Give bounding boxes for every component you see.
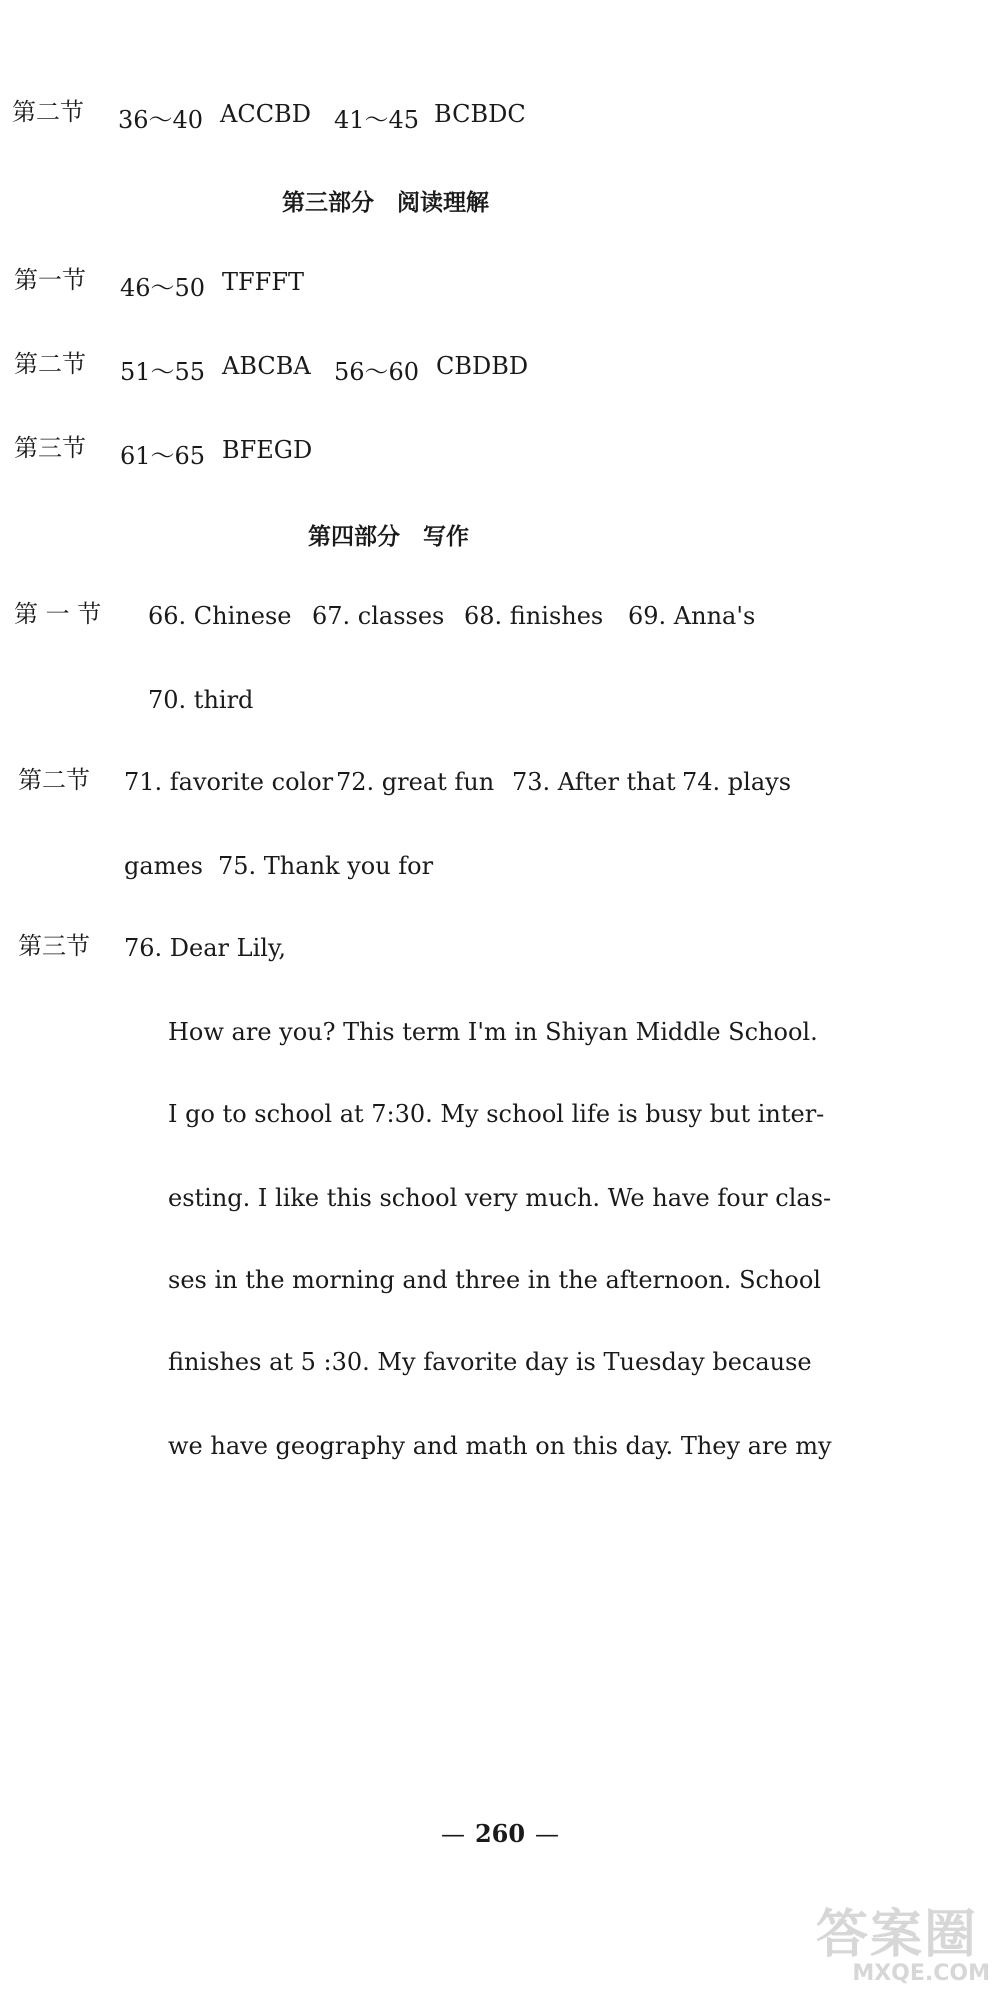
section-heading-reading: 第三部分 阅读理解	[282, 189, 489, 216]
answer-75: 75. Thank you for	[218, 852, 434, 880]
essay-line: I go to school at 7:30. My school life is busy but inter-	[168, 1100, 825, 1128]
section-label: 第二节	[18, 766, 90, 794]
essay-line: we have geography and math on this day. They are my	[168, 1432, 832, 1460]
question-range: 51～55	[120, 358, 206, 386]
answer-string: ACCBD	[220, 100, 311, 128]
section-label: 第二节	[14, 350, 86, 378]
page-footer	[0, 1819, 1000, 1848]
question-range: 61～65	[120, 442, 206, 470]
answer-72: 72. great fun	[336, 768, 495, 796]
section-label: 第二节	[12, 98, 84, 126]
answer-66: 66. Chinese	[148, 602, 292, 630]
answer-string: CBDBD	[436, 352, 529, 380]
section-heading-writing: 第四部分 写作	[308, 523, 469, 550]
answer-74-continued: games	[124, 852, 203, 880]
answer-string: BFEGD	[222, 436, 313, 464]
section-label: 第三节	[18, 932, 90, 960]
question-range: 36～40	[118, 106, 204, 134]
answer-67: 67. classes	[312, 602, 445, 630]
section-label: 第一节	[14, 266, 86, 294]
section-label: 第 一 节	[14, 600, 102, 628]
answer-string: ABCBA	[222, 352, 311, 380]
answer-70: 70. third	[148, 686, 254, 714]
essay-line: esting. I like this school very much. We have four clas-	[168, 1184, 832, 1212]
answer-71: 71. favorite color	[124, 768, 334, 796]
question-range: 41～45	[334, 106, 420, 134]
essay-line: ses in the morning and three in the afternoon. School	[168, 1266, 821, 1294]
watermark-logo	[800, 1884, 1000, 1994]
footer-dash: —	[440, 1820, 465, 1848]
answer-76-salutation: 76. Dear Lily,	[124, 934, 286, 962]
watermark-text: 答案圈	[815, 1905, 978, 1965]
footer-dash: —	[535, 1820, 560, 1848]
essay-line: How are you? This term I'm in Shiyan Middle School.	[168, 1018, 818, 1046]
question-range: 56～60	[334, 358, 420, 386]
page-number: 260	[474, 1819, 526, 1848]
watermark-site: MXQE.COM	[852, 1961, 990, 1986]
answer-73: 73. After that	[512, 768, 676, 796]
answer-69: 69. Anna's	[628, 602, 756, 630]
essay-line: finishes at 5 :30. My favorite day is Tuesday because	[168, 1348, 812, 1376]
answer-68: 68. finishes	[464, 602, 604, 630]
answer-74: 74. plays	[682, 768, 792, 796]
section-label: 第三节	[14, 434, 86, 462]
answer-string: BCBDC	[434, 100, 526, 128]
answer-string: TFFFT	[222, 268, 304, 296]
question-range: 46～50	[120, 274, 206, 302]
